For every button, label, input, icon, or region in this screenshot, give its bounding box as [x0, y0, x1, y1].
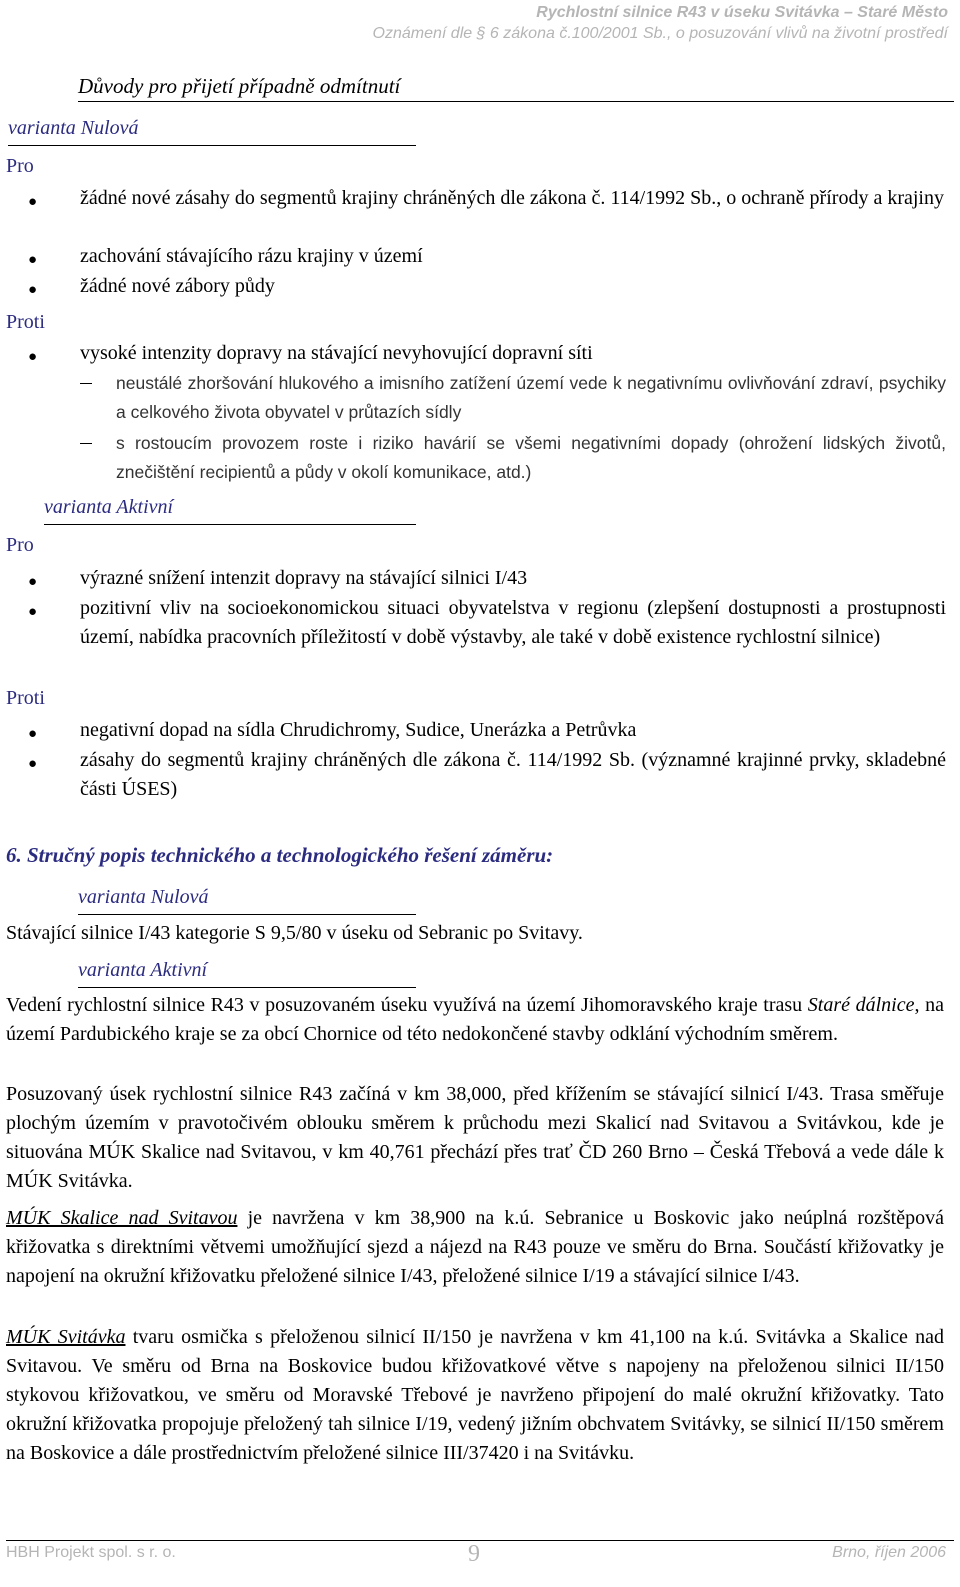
bullet-icon: ●: [28, 194, 38, 210]
dash-icon: [80, 383, 92, 384]
section-6-paragraph-1: [6, 991, 944, 1049]
variant-active-title: varianta Aktivní: [44, 496, 174, 518]
paragraph-4-text: tvaru osmička s přeloženou silnicí II/150 je navržena v km 41,100 na k.ú. Svitávka a Skalice nad Svitavou. Ve směru od Brna na Boskovice budou křižovatkové větve s napojeny na přeloženou silnici II/150 stykovou křižovatkou, ve směru od Moravské Třebové je navrženo připojení do malé okružní křižovatky. Tato okružní křižovatka propojuje přeložený tah silnice I/19, vedený jižním obchvatem Svitávky, se silnicí II/150 směrem na Boskovice a dále prostřednictvím přeložené silnice III/37420 i na Svitávku.: [6, 1326, 944, 1464]
section-6-heading: 6. Stručný popis technického a technologického řešení záměru:: [6, 843, 554, 867]
footer-company: HBH Projekt spol. s r. o.: [6, 1544, 176, 1561]
variant-active-pro-item: pozitivní vliv na socioekonomickou situaci obyvatelstva v regionu (zlepšení dostupnosti a prostupnosti území, nabídka pracovních příležitostí v době výstavby, ale také v době existence rychlostní silnice): [80, 597, 946, 648]
stare-dalnice-term: Staré dálnice: [807, 994, 915, 1016]
bullet-icon: ●: [28, 604, 38, 620]
dash-icon: [80, 443, 92, 444]
variant-active-proti-label: Proti: [6, 687, 45, 709]
variant-zero-proti-item: vysoké intenzity dopravy na stávající nevyhovující dopravní síti: [80, 342, 593, 364]
variant-active-proti-item: negativní dopad na sídla Chrudichromy, Sudice, Unerázka a Petrůvka: [80, 719, 637, 741]
variant-zero-pro-item: žádné nové zábory půdy: [80, 275, 275, 297]
section-6-paragraph-2: Posuzovaný úsek rychlostní silnice R43 začíná v km 38,000, před křížením se stávající silnicí I/43. Trasa směřuje plochým územím v pravotočivém oblouku směrem k průchodu mezi Skalicí nad Svitavou a Svitávkou, kde je situována MÚK Skalice nad Svitavou, v km 40,761 přechází přes trať ČD 260 Brno – Česká Třebová a vede dále k MÚK Svitávka.: [6, 1083, 944, 1192]
variant-zero-pro-item: žádné nové zásahy do segmentů krajiny chráněných dle zákona č. 114/1992 Sb., o ochraně přírody a krajiny: [80, 187, 944, 209]
section-divider: [78, 101, 954, 102]
variant-zero-proti-subitem: s rostoucím provozem roste i riziko havárií se všemi negativními dopady (ohrožení lidských životů, znečištění recipientů a půdy v okolí komunikace, atd.): [116, 433, 946, 482]
variant-zero-pro-item: zachování stávajícího rázu krajiny v území: [80, 245, 423, 267]
page-number: 9: [468, 1541, 480, 1567]
footer-date: Brno, říjen 2006: [832, 1544, 946, 1561]
paragraph-3-text: je navržena v km 38,900 na k.ú. Sebranice u Boskovic jako neúplná rozštěpová křižovatka s direktními větvemi umožňující sjezd a nájezd na R43 pouze ve směru do Brna. Součástí křižovatky je napojení na okružní křižovatku přeložené silnice I/43, přeložené silnice I/19 a stávající silnice I/43.: [6, 1207, 944, 1287]
section-title: Důvody pro přijetí případně odmítnutí: [78, 74, 401, 98]
section-6-zero-title: varianta Nulová: [78, 886, 209, 908]
section-6-paragraph-3: [6, 1204, 944, 1291]
variant-active-pro-item: výrazné snížení intenzit dopravy na stávající silnici I/43: [80, 567, 528, 589]
paragraph-1-text-b: , na území Pardubického kraje se za obcí Chornice od této nedokončené stavby odklání východním směrem.: [6, 994, 944, 1045]
section-6-paragraph-4: [6, 1323, 944, 1468]
header-subtitle: Oznámení dle § 6 zákona č.100/2001 Sb., o posuzování vlivů na životní prostředí: [372, 25, 948, 42]
muk-svitavka-term: MÚK Svitávka: [6, 1326, 126, 1348]
muk-skalice-term: MÚK Skalice nad Svitavou: [6, 1207, 238, 1229]
variant-active-underline: [44, 524, 416, 525]
bullet-icon: ●: [28, 252, 38, 268]
variant-zero-title: varianta Nulová: [8, 117, 139, 139]
footer-divider: [6, 1540, 954, 1541]
variant-zero-underline: [8, 145, 416, 146]
header-title: Rychlostní silnice R43 v úseku Svitávka – Staré Město: [536, 4, 948, 21]
page-header: [373, 2, 948, 44]
bullet-icon: ●: [28, 282, 38, 298]
paragraph-1-text-a: Vedení rychlostní silnice R43 v posuzovaném úseku využívá na území Jihomoravského kraje trasu: [6, 994, 808, 1016]
bullet-icon: ●: [28, 726, 38, 742]
section-6-zero-text: Stávající silnice I/43 kategorie S 9,5/80 v úseku od Sebranic po Svitavy.: [6, 922, 583, 944]
variant-zero-proti-label: Proti: [6, 311, 45, 333]
section-6-active-underline: [78, 987, 416, 988]
section-6-active-title: varianta Aktivní: [78, 959, 208, 981]
variant-zero-proti-subitem: neustálé zhoršování hlukového a imisního zatížení území vede k negativnímu ovlivňování zdraví, psychiky a celkového života obyvatel v průtazích sídly: [116, 373, 946, 422]
bullet-icon: ●: [28, 756, 38, 772]
variant-active-proti-item: zásahy do segmentů krajiny chráněných dle zákona č. 114/1992 Sb. (významné krajinné prvky, skladebné části ÚSES): [80, 749, 946, 800]
variant-zero-pro-label: Pro: [6, 155, 34, 177]
bullet-icon: ●: [28, 574, 38, 590]
variant-active-pro-label: Pro: [6, 534, 34, 556]
section-6-zero-underline: [78, 914, 416, 915]
bullet-icon: ●: [28, 349, 38, 365]
